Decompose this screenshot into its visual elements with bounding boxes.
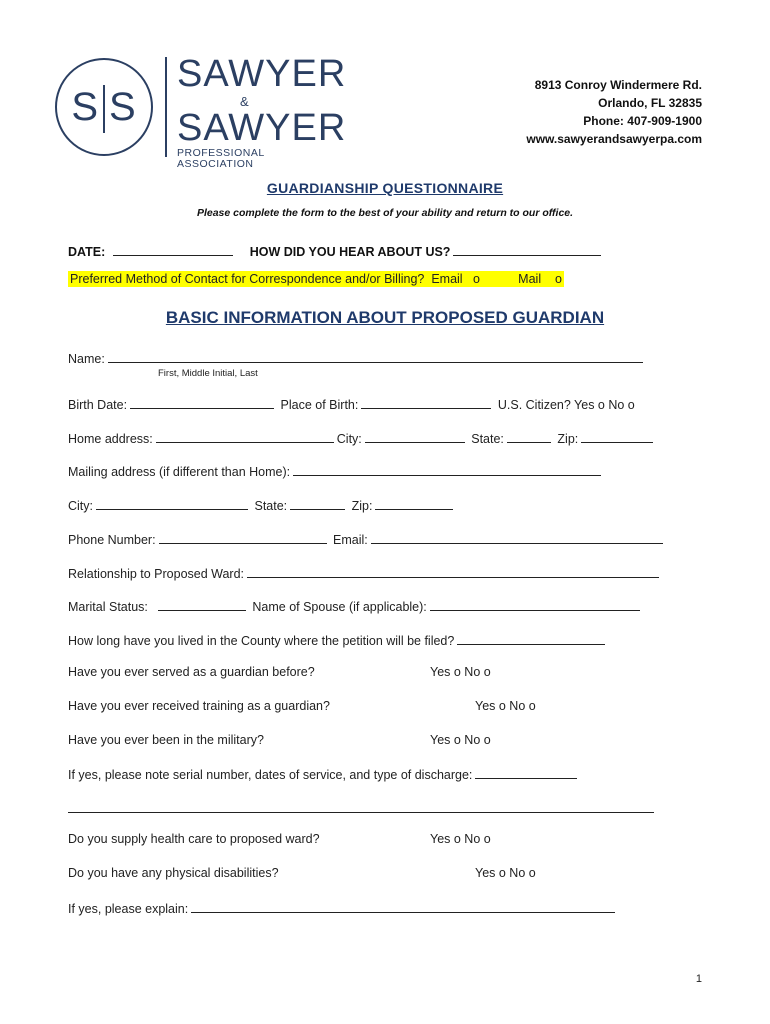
mailing-zip-field[interactable] <box>375 497 453 510</box>
how-long-label: How long have you lived in the County where the petition will be filed? <box>68 634 455 648</box>
mailing-city-field[interactable] <box>96 497 248 510</box>
spouse-field[interactable] <box>430 598 640 611</box>
home-zip-field[interactable] <box>581 430 653 443</box>
hear-about-field[interactable] <box>453 243 601 256</box>
spouse-label: Name of Spouse (if applicable): <box>252 600 427 614</box>
explain-label: If yes, please explain: <box>68 902 189 916</box>
home-address-row <box>68 430 656 446</box>
logo-word-2: SAWYER <box>177 107 347 149</box>
served-guardian-question: Have you ever served as a guardian before? <box>68 665 315 679</box>
contact-email-option: Email <box>431 272 463 286</box>
disabilities-yes-no[interactable]: Yes o No o <box>475 866 536 880</box>
home-address-field[interactable] <box>156 430 334 443</box>
address-city: Orlando, FL 32835 <box>598 96 702 110</box>
birth-date-label: Birth Date: <box>68 398 128 412</box>
contact-preference-highlight <box>68 271 564 287</box>
mailing-address-field[interactable] <box>293 463 601 476</box>
relationship-label: Relationship to Proposed Ward: <box>68 567 245 581</box>
contact-preference-label: Preferred Method of Contact for Correspondence and/or Billing? <box>70 272 425 286</box>
serial-label: If yes, please note serial number, dates of service, and type of discharge: <box>68 768 473 782</box>
phone-label: Phone Number: <box>68 533 156 547</box>
address-phone: Phone: 407-909-1900 <box>583 114 702 128</box>
how-long-field[interactable] <box>457 632 605 645</box>
home-city-label: City: <box>336 432 362 446</box>
monogram-right: S <box>109 85 137 129</box>
date-row <box>68 243 604 259</box>
place-of-birth-field[interactable] <box>361 396 491 409</box>
health-care-yes-no[interactable]: Yes o No o <box>430 832 491 846</box>
serial-field[interactable] <box>475 766 577 779</box>
name-row <box>68 350 646 366</box>
firm-logo <box>55 53 347 170</box>
mailing-address-row <box>68 463 604 479</box>
contact-preference-row <box>68 272 564 286</box>
home-zip-label: Zip: <box>557 432 579 446</box>
mailing-city-label: City: <box>68 499 93 513</box>
logo-divider <box>165 57 167 157</box>
marital-row <box>68 598 643 614</box>
home-city-field[interactable] <box>365 430 465 443</box>
mailing-state-label: State: <box>254 499 288 513</box>
phone-field[interactable] <box>159 531 327 544</box>
mailing-address-label: Mailing address (if different than Home): <box>68 465 291 479</box>
monogram-circle-icon <box>55 58 153 156</box>
disabilities-question: Do you have any physical disabilities? <box>68 866 279 880</box>
contact-mail-option: Mail <box>518 272 542 286</box>
address-website[interactable]: www.sawyerandsawyerpa.com <box>526 132 702 146</box>
place-of-birth-label: Place of Birth: <box>280 398 359 412</box>
contact-email-checkbox[interactable]: o <box>473 272 480 286</box>
logo-subtitle: PROFESSIONAL ASSOCIATION <box>177 147 265 170</box>
section-title: BASIC INFORMATION ABOUT PROPOSED GUARDIAN <box>165 308 605 327</box>
training-question: Have you ever received training as a guardian? <box>68 699 330 713</box>
how-long-row <box>68 632 608 648</box>
birth-row <box>68 396 635 412</box>
document-title: GUARDIANSHIP QUESTIONNAIRE <box>266 180 504 196</box>
page-number: 1 <box>695 973 702 985</box>
training-yes-no[interactable]: Yes o No o <box>475 699 536 713</box>
military-yes-no[interactable]: Yes o No o <box>430 733 491 747</box>
mailing-city-row <box>68 497 456 513</box>
birth-date-field[interactable] <box>130 396 274 409</box>
logo-ampersand: & <box>240 94 249 109</box>
address-street: 8913 Conroy Windermere Rd. <box>534 78 702 92</box>
name-field[interactable] <box>108 350 643 363</box>
name-hint: First, Middle Initial, Last <box>158 368 258 379</box>
relationship-row <box>68 565 662 581</box>
date-field[interactable] <box>113 243 233 256</box>
explain-field[interactable] <box>191 900 615 913</box>
served-guardian-yes-no[interactable]: Yes o No o <box>430 665 491 679</box>
mailing-state-field[interactable] <box>290 497 345 510</box>
marital-field[interactable] <box>158 598 246 611</box>
logo-word-1: SAWYER <box>177 53 347 95</box>
home-state-label: State: <box>471 432 504 446</box>
serial-row <box>68 766 580 782</box>
citizen-question[interactable]: U.S. Citizen? Yes o No o <box>497 398 635 412</box>
firm-address <box>526 76 702 148</box>
phone-row <box>68 531 666 547</box>
document-subtitle: Please complete the form to the best of your ability and return to our office. <box>196 207 574 219</box>
relationship-field[interactable] <box>247 565 659 578</box>
email-field[interactable] <box>371 531 663 544</box>
contact-mail-checkbox[interactable]: o <box>555 272 562 286</box>
home-state-field[interactable] <box>507 430 551 443</box>
marital-label: Marital Status: <box>68 600 148 614</box>
explain-row <box>68 900 618 916</box>
health-care-question: Do you supply health care to proposed ward? <box>68 832 320 846</box>
date-label: DATE: <box>68 245 106 259</box>
military-question: Have you ever been in the military? <box>68 733 264 747</box>
monogram-left: S <box>71 85 99 129</box>
email-label: Email: <box>333 533 368 547</box>
name-label: Name: <box>68 352 105 366</box>
home-address-label: Home address: <box>68 432 153 446</box>
serial-continuation-field[interactable] <box>68 800 654 813</box>
hear-about-label: HOW DID YOU HEAR ABOUT US? <box>249 245 451 259</box>
mailing-zip-label: Zip: <box>351 499 373 513</box>
